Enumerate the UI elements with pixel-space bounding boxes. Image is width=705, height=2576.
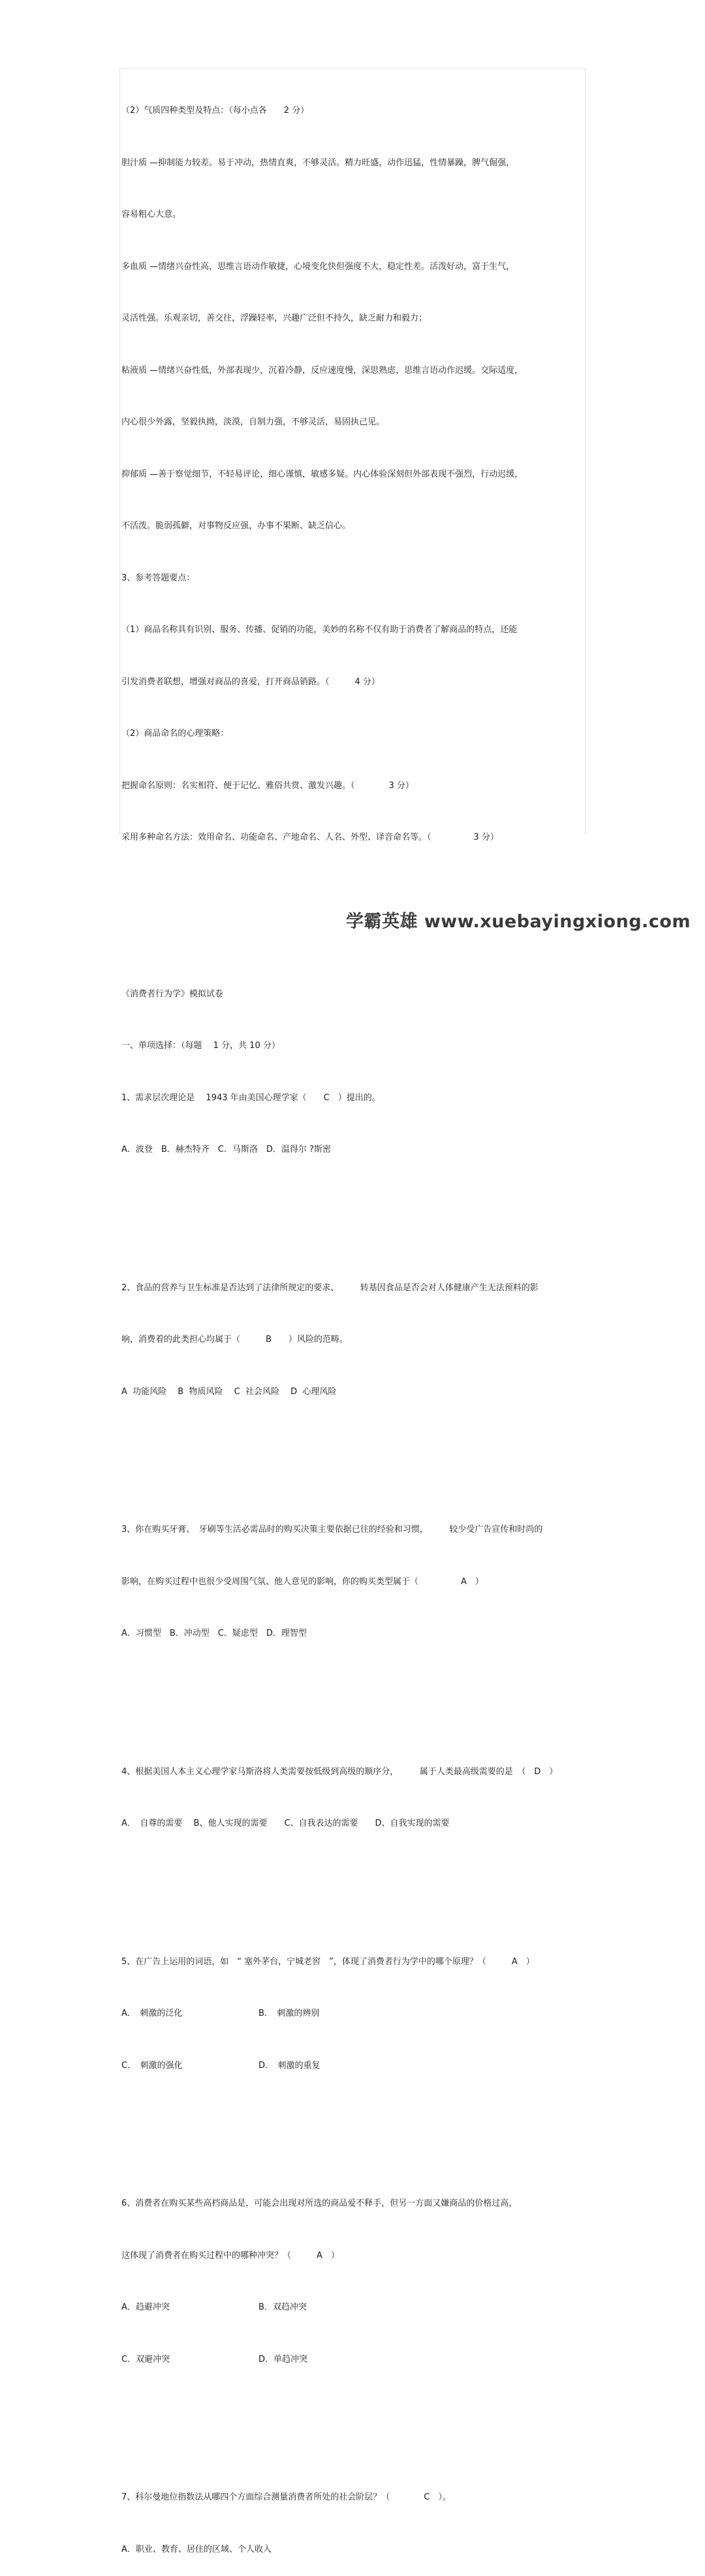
spacer (121, 1884, 591, 1901)
site-watermark: 学霸英雄 www.xuebayingxiong.com (345, 912, 691, 932)
question-5-options-row2 (121, 2058, 591, 2075)
question-5-options-row1 (121, 2005, 591, 2023)
question-7-option-a: A．职业、教育、居住的区域、个人收入 (121, 2544, 272, 2554)
question-1: 1、需求层次理论是 1943 年由美国心理学家（ C ）提出的。 (121, 1092, 381, 1103)
question-5: 5、在广告上运用的词语，如 “ 塞外茅台，宁城老窖 ”，体现了消费者行为学中的哪个原理？（ A ） (121, 1956, 535, 1967)
question-6-options-row2 (121, 2351, 591, 2369)
spacer (121, 2127, 591, 2144)
q3-answer-point2: （2）商品命名的心理策略： (121, 729, 229, 739)
section-heading: 一、单项选择：（每题 1 分，共 10 分） (121, 1041, 280, 1051)
option-a: A．趋避冲突 (121, 2302, 170, 2312)
question-1-options: A．波登 B．赫杰特齐 C．马斯洛 D．温得尔 ?斯密 (121, 1145, 331, 1154)
phlegmatic-line-1: 粘液质 —情绪兴奋性低，外部表现少，沉着冷静，反应速度慢，深思熟虑，思维言语动作迟缓。交际适度， (121, 365, 524, 375)
option-a: A． 刺激的泛化 (121, 2009, 183, 2018)
temperament-heading: （2）气质四种类型及特点：（每小点各 2 分） (121, 106, 309, 116)
question-4-options: A． 自尊的需要 B、他人实现的需要 C、自我表达的需要 D、自我实现的需要 (121, 1819, 450, 1828)
question-2-options: A 功能风险 B 物质风险 C 社会风险 D 心理风险 (121, 1386, 337, 1397)
option-b: B．双趋冲突 (258, 2302, 307, 2312)
spacer (121, 1211, 591, 1228)
sanguine-line-2: 灵活性强。乐观亲切，善交往，浮躁轻率，兴趣广泛但不持久，缺乏耐力和毅力； (121, 313, 428, 323)
q3-answer-heading: 3、参考答题要点： (121, 573, 195, 583)
question-6-line1: 6、消费者在购买某些高档商品是，可能会出现对所选的商品爱不释手，但另一方面又嫌商品的价格过高， (121, 2199, 518, 2208)
question-3-line2: 影响，在购买过程中也很少受周围气氛、他人意见的影响，你的购买类型属于（ A ） (121, 1576, 484, 1587)
melancholic-line-1: 抑郁质 —善于察觉细节，不轻易评论，细心谨慎，敏感多疑。内心体验深刻但外部表现不强烈，行动迟缓， (121, 469, 524, 479)
exam-title: 《消费者行为学》模拟试卷 (121, 989, 224, 999)
q3-answer-point4: 采用多种命名方法：效用命名、功能命名、产地命名、人名、外型、译音命名等。（ 3 分） (121, 833, 499, 842)
question-2-line1: 2、食品的营养与卫生标准是否达到了法律所规定的要求、 转基因食品是否会对人体健康产生无法预料的影 (121, 1282, 539, 1293)
question-2-line2: 响，消费着的此类担心均属于（ B ）风险的范畴。 (121, 1335, 348, 1344)
question-7: 7、科尔曼地位指数法从哪四个方面综合测量消费者所处的社会阶层？（ C ）。 (121, 2492, 451, 2502)
option-c: C．双避冲突 (121, 2354, 170, 2364)
option-d: D． 刺激的重复 (258, 2060, 321, 2071)
question-4: 4、根据美国人本主义心理学家马斯洛将人类需要按低级到高级的顺序分， 属于人类最高级需要的是 （ D ） (121, 1766, 558, 1777)
document-body (121, 68, 591, 2576)
q3-answer-point1-line2: 引发消费者联想，增强对商品的喜爱，打开商品销路。（ 4 分） (121, 676, 380, 687)
melancholic-line-2: 不活泼。脆弱孤僻，对事物反应强，办事不果断、缺乏信心。 (121, 521, 351, 531)
option-c: C． 刺激的强化 (121, 2060, 183, 2071)
choleric-line-2: 容易粗心大意。 (121, 210, 181, 219)
q3-answer-point1-line1: （1）商品名称具有识别、服务、传播、促销的功能，美妙的名称不仅有助于消费者了解商品的特点，还能 (121, 625, 518, 635)
spacer (121, 1453, 591, 1470)
sanguine-line-1: 多血质 —情绪兴奋性高，思维言语动作敏捷，心境变化快但强度不大，稳定性差。活泼好动，富于生气， (121, 261, 515, 272)
spacer (121, 1694, 591, 1711)
question-3-line1: 3、你在购买牙膏、 牙刷等生活必需品时的购买决策主要依据已往的经验和习惯， 较少受广告宣传和时尚的 (121, 1525, 543, 1534)
choleric-line-1: 胆汁质 —抑制能力较差。易于冲动，热情直爽，不够灵活。精力旺盛，动作迅猛，性情暴躁，脾气倔强， (121, 157, 515, 168)
question-6-line2: 这体现了消费者在购买过程中的哪种冲突？（ A ） (121, 2250, 339, 2261)
spacer (121, 2421, 591, 2438)
option-d: D．单趋冲突 (258, 2354, 308, 2364)
question-3-options: A．习惯型 B．冲动型 C．疑虑型 D．理智型 (121, 1629, 307, 1638)
question-6-options-row1 (121, 2299, 591, 2317)
q3-answer-point3: 把握命名原则：名实相符、便于记忆、雅俗共赏、激发兴趣。（ 3 分） (121, 780, 414, 791)
phlegmatic-line-2: 内心很少外露，坚毅执拗，淡漠，自制力强，不够灵活，易固执己见。 (121, 417, 385, 427)
option-b: B． 刺激的辨别 (258, 2009, 320, 2018)
